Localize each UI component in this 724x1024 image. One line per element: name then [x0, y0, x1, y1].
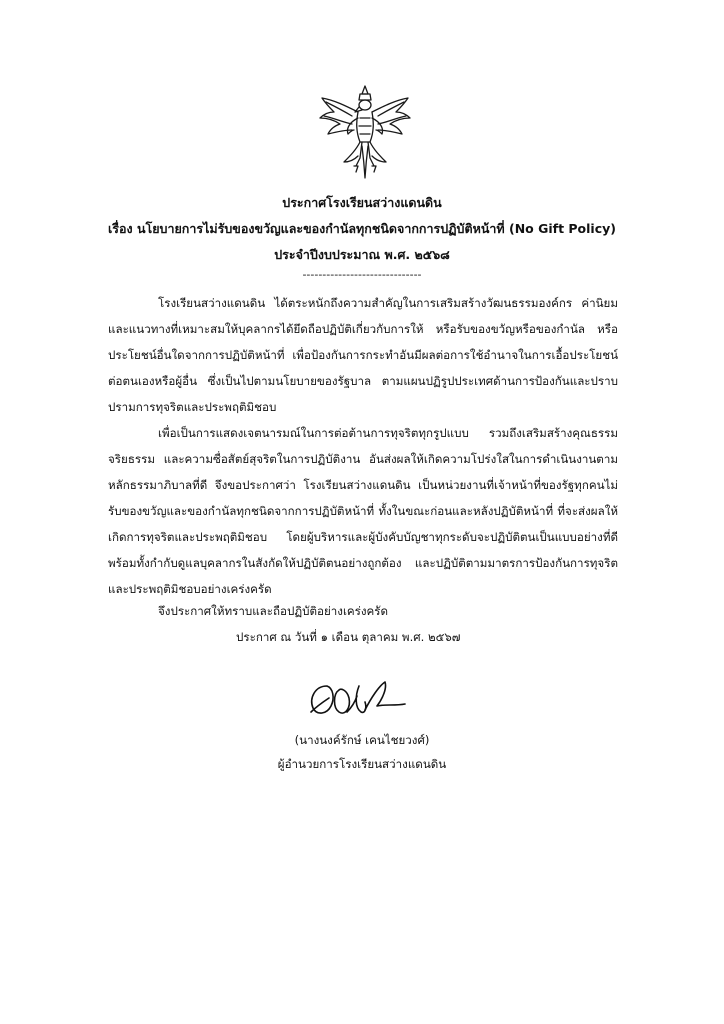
garuda-emblem-icon [316, 82, 414, 182]
announcement-date: ประกาศ ณ วันที่ ๑ เดือน ตุลาคม พ.ศ. ๒๕๖๗ [236, 630, 461, 644]
handwritten-signature-icon [305, 668, 410, 724]
document-fiscal-year: ประจำปีงบประมาณ พ.ศ. ๒๕๖๘ [274, 247, 450, 262]
document-body [108, 290, 618, 602]
body-paragraph-1: โรงเรียนสว่างแดนดิน ได้ตระหนักถึงความสำคัญในการเสริมสร้างวัฒนธรรมองค์กร ค่านิยม และแนวทางที่เหมาะสมให้บุคลากรได้ยึดถือปฏิบัติเกี่ยวกับการให้ หรือรับของขวัญหรือของกำนัล หรือประโยชน์อื่นใดจากการปฏิบัติหน้าที่ เพื่อป้องกันการกระทำอันมีผลต่อการใช้อำนาจในการเอื้อประโยชน์ต่อตนเองหรือผู้อื่น ซึ่งเป็นไปตามนโยบายของรัฐบาล ตามแผนปฏิรูปประเทศด้านการป้องกันและปราบปรามการทุจริตและประพฤติมิชอบ [108, 296, 618, 414]
signer-position: ผู้อำนวยการโรงเรียนสว่างแดนดิน [277, 757, 447, 771]
body-paragraph-2: เพื่อเป็นการแสดงเจตนารมณ์ในการต่อต้านการทุจริตทุกรูปแบบ รวมถึงเสริมสร้างคุณธรรมจริยธรรม และความซื่อสัตย์สุจริตในการปฏิบัติงาน อันส่งผลให้เกิดความโปร่งใสในการดำเนินงานตามหลักธรรมาภิบาลที่ดี จึงขอประกาศว่า โรงเรียนสว่างแดนดิน เป็นหน่วยงานที่เจ้าหน้าที่ของรัฐทุกคนไม่รับของขวัญและของกำนัลทุกชนิดจากการปฏิบัติหน้าที่ ทั้งในขณะก่อนและหลังปฏิบัติหน้าที่ ที่จะส่งผลให้เกิดการทุจริตและประพฤติมิชอบ โดยผู้บริหารและผู้บังคับบัญชาทุกระดับจะปฏิบัติตนเป็นแบบอย่างที่ดี พร้อมทั้งกำกับดูแลบุคลากรในสังกัดให้ปฏิบัติตนอย่างถูกต้อง และปฏิบัติตามมาตรการป้องกันการทุจริตและประพฤติมิชอบอย่างเคร่งครัด [108, 426, 618, 596]
document-header [60, 190, 664, 282]
document-title: ประกาศโรงเรียนสว่างแดนดิน [282, 195, 442, 210]
header-divider: ------------------------------ [302, 268, 422, 281]
signer-name: (นางนงค์รักษ์ เคนไชยวงศ์) [294, 733, 430, 747]
document-subject: เรื่อง นโยบายการไม่รับของขวัญและของกำนัลทุกชนิดจากการปฏิบัติหน้าที่ (No Gift Policy) [108, 221, 616, 236]
announcement-line: จึงประกาศให้ทราบและถือปฏิบัติอย่างเคร่งครัด [158, 604, 389, 618]
